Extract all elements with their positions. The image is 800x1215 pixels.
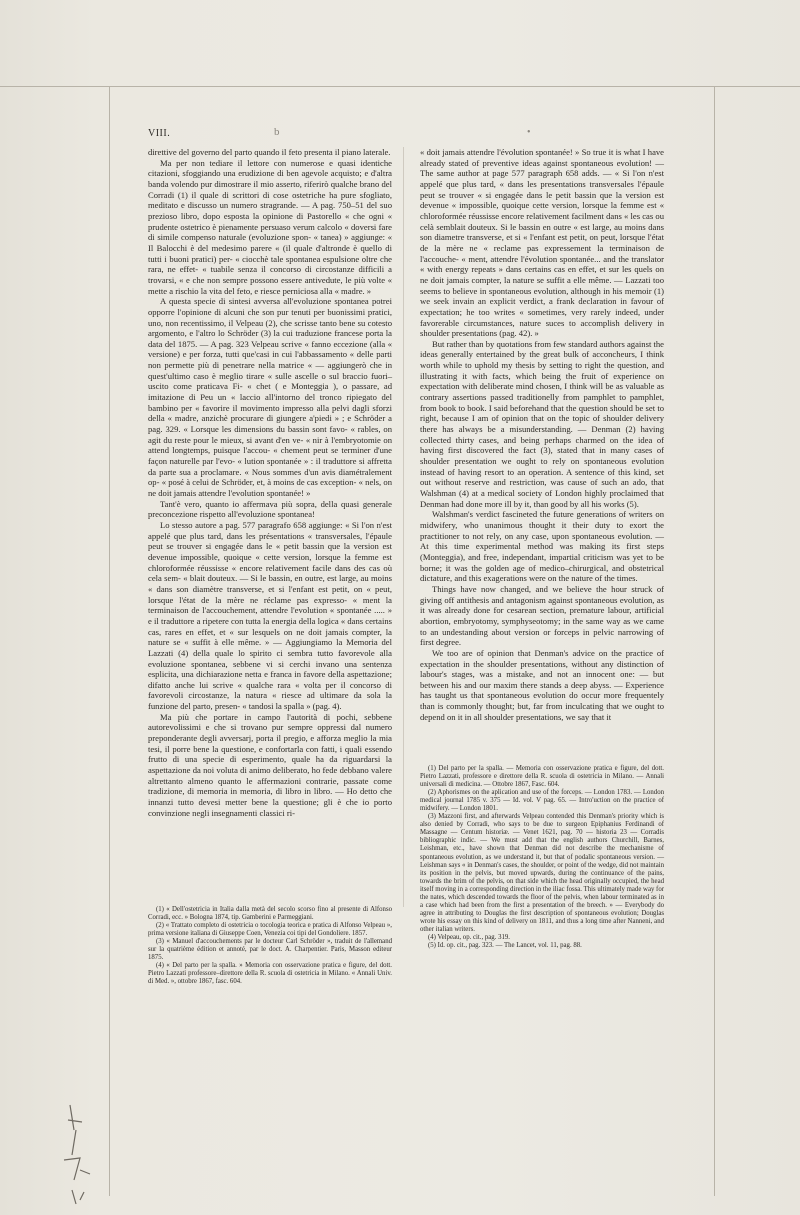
- page-header: [148, 128, 408, 142]
- footnote: (1) « Dell'ostetricia in Italia dalla metà del secolo scorso fino al presente di Alfonso Corradi, ecc. » Bologna 1874, tip. Gamberini e Parmeggiani.: [148, 906, 392, 922]
- paragraph: Walshman's verdict fascineted the future generations of writers on midwifery, who unanimous thought it their duty to exort the practitioner to not rely, on any case, upon spontaneous evolution. — At this time experimental method was making its first steps (Monteggia), and free, independant, impartial criticism was yet to be borne; it was the golden age of medico–chirurgical, and obstetrical dictature, and this exagerations were on the nature of the times.: [420, 509, 664, 584]
- footnote: (1) Del parto per la spalla. — Memoria con osservazione pratica e figure, del dott. Pietro Lazzati, professore e direttore della R. scuola di ostetricia in Milano. — Annali universali di medicina. — Ottobre 1867, Fasc. 604.: [420, 765, 664, 789]
- italian-text-column: [148, 147, 392, 942]
- english-text-column: [420, 147, 664, 752]
- handwritten-scribble: [50, 1100, 110, 1210]
- page-number: VIII.: [148, 128, 171, 139]
- signature-mark: b: [274, 126, 280, 138]
- paragraph: Ma per non tediare il lettore con numerose e quasi identiche citazioni, sfoggiando una erudizione di ben agevole acquisto; e d'altra banda volendo pur dimostrare il mio asserto, riferirò qualche brano del Corradi (1) il quale di scrittori di cose ostetriche ha pure sfogliato, meditato e discusso un numero stragrande. — A pag. 750–51 del suo prezioso libro, dopo esposta la opinione di Pastorello « che ogni « prudente ostetrico è pienamente persuaso verum calcolo « doversi fare di simile compenso naturale (evoluzione spon- « tanea) » aggiunge: « Il Balocchi è del medesimo parere « (il quale d'altronde è quello di tutti i buoni pratici) per- « ciocchè tale spontanea espulsione oltre che rara, ne effet- « tuabile senza il concorso di circostanze difficili a trovarsi, « e che non sempre possono essere antivedute, le più volte « mette a rischio la vita del feto, e riesce perniciosa alla « madre. »: [148, 157, 392, 296]
- footnote: (2) Aphorismes on the aplication and use of the forceps. — London 1783. — London medical journal 1785 v. 375 — Id. vol. V pag. 65. — Intro'uction on the practice of midwifery. — London 1801.: [420, 789, 664, 813]
- footnote: (2) « Trattato completo di ostetricia o tocologia teorica e pratica di Alfonso Velpeau », prima versione italiana di Giuseppe Coen, Venezia coi tipi del Gondoliere. 1857.: [148, 922, 392, 938]
- paragraph: « doit jamais attendre l'évolution spontanée! » So true it is what I have already stated of preventive ideas against spontaneous evolution! — The same author at page 577 paragraph 658 adds. — « Si l'on n'est appelé que plus tard, « dans les presentations transversales l'épaule peut se trouver « si engagée dans le petit bassin que la version est devenue « impossible, quoique cette version, lorsque la femme est « chloroformée réussisse encore relativement facilment dans « les cas ou celà semblait douteux. Si le bassin en outre « est large, au moins dans son diametre transverse, et si « l'enfant est petit, on peut, lorsque l'état de la mère ne « reclame pas expressement la terminaison de l'accouche- « ment, attendre l'évolution spontanée... and the translator « with energy repeats » dans certains cas en effet, et sur les quels on ne doit jamais compter, la nature se suffit a elle même. — Lazzati too seems to believe in spontaneous evolution, although in his memoir (1) we seek invain an explicit verdict, a frank declaration in favour of expectation; he too writes « sometimes, very rarely indeed, under favorerable circumstances, nature suces to accomplish delivery in shoulder presentations (pag. 42). »: [420, 147, 664, 339]
- footnote: (5) Id. op. cit., pag. 323. — The Lancet, vol. 11, pag. 88.: [428, 942, 582, 950]
- page-edge-right: [714, 86, 715, 1196]
- page-edge-left: [109, 86, 110, 1196]
- column-divider: [403, 147, 404, 907]
- footnote: (4) « Del parto per la spalla. » Memoria con osservazione pratica e figure, del dott. Pietro Lazzati professore–direttore della R. scuola di ostetricia in Milano. « Annali Univ. di Med. », ottobre 1867, fasc. 604.: [148, 962, 392, 986]
- paragraph: Tant'è vero, quanto io affermava più sopra, della quasi generale preconcezione rispetto all'evoluzione spontanea!: [148, 498, 392, 520]
- paragraph: But rather than by quotations from few standard authors against the ideas generally entertained by the great bulk of acconcheurs, I think worth while to uphold my thesis by setting to right the question, and illustrating it with facts, which being the fruit of experience on expectation with deliberate mind chosen, I think will be as valuable as contrary assertions passed traditionelly from pamphlet to pamphlet, from book to book. I said beforehand that the question should be set to right, because I am of opinion that on the topic of shoulder delivery there has always be a misunderstanding. — Denman (2) having collected thirty cases, and being perhaps charmed on the idea of having first discovered the fact (3), stated that in many cases of shoulder presentation we ought to rely on spontaneous evolution instead of having resort to an operation. A sentence of this kind, set out without reserve and restriction, was cause of such an ado, that Walshman (4) at a medical society of London highly proclaimed that Denman had done more ill by it, than good by all his works (5).: [420, 338, 664, 509]
- paragraph: We too are of opinion that Denman's advice on the practice of expectation in the shoulder presentations, without any distinction of labour's stages, was a mistake, and not an innocent one: — but between his and our maxim there stands a deep abyss. — Experience has taught us that spontaneous evolution do occur more frequentely than is commonly thought; but, far from inculcating that we ought to depend on it in all shoulder presentations, we say that it: [420, 647, 664, 722]
- footnote: (3) Mazzoni first, and afterwards Velpeau contended this Denman's priority which is also denied by Corradi, who says to be due to surgeon Epiphanius Ferdinandi of Massagne — Centum historiæ. — Venet 1621, pag. 70 — historia 23 — Corradis bibliographic indic. — We must add that the english authors Churchill, Barnes, Leishman, etc., have shown that Denman did not describe the mechanisme of spontaneous evolution, as we understand it, but that of podalic spontaneous version. — Leishman says « in Denman's cases, the shoulder, or point of the wedge, did not maintain its position in the pelvis, but moved upwards, during the continuance of the pains, towards the brim of the pelvis, on that side which the head originally occupied, the head itself moving in a corresponding direction in the iliac fossa. This ultimately made way for the nates, which descended towards the floor of the pelvis, when labour terminated as in a case which had been from the first a presentation of the breech. » — Everybody do agree in attributing to Douglas the first description of spontaneous evolution; Douglas wrote his essay on this kind of delivery on 1811, and thus a long time after Nanneni, and other italian writers.: [420, 813, 664, 933]
- footnote: (3) « Manuel d'accouchements par le docteur Carl Schröder », traduit de l'allemand sur la quatrième édition et annoté, par le doct. A. Charpentier. Paris, Masson editeur 1875.: [148, 938, 392, 962]
- italian-footnotes: [148, 906, 392, 1006]
- footnote: (4) Velpeau, op. cit., pag. 319.: [428, 933, 510, 941]
- paragraph: A questa specie di sintesi avversa all'evoluzione spontanea potrei opporre l'opinione di alcuni che son pur tenuti per buonissimi pratici, uno, non recentissimo, il Velpeau (2), che scrisse tanto bene su cotesto argomento, e l'altro lo Schröder (3) la cui traduzione francese porta la data del 1875. — A pag. 323 Velpeau scrive « fanno eccezione (alla « versione) e per forza, tutti que'casi in cui l'abbassamento « delle parti non permette più di penetrare nella matrice « — aggiungerò che in quest'ultimo caso è meglio tirare « sulle ascelle o sul braccio fuori–uscito come praticava Fi- « chet ( e Monteggia ), o passare, ad imitazione di Peu un « laccio all'intorno del tronco ripiegato del bambino per « favorire il movimento impresso alla pelvi dagli sforzi della « madre, anzichè procurare di giungere a'piedi » ; e Schröder a pag. 329. « Lorsque les dimensions du bassin sont favo- « rables, on agit du reste pour le mieux, si avant d'en ve- « nir à l'embryotomie on attend longtemps, puisque l'accou- « chement peut se terminer d'une façon naturelle par l'evo- « lution spontanée » : il traduttore si affretta da parte sua a proclamare. « Nous sommes d'un avis diamétralement op- « posé à celui de Schröder, et, à moins de cas exception- « nels, on ne doit jamais attendre l'evolution spontanée! »: [148, 296, 392, 498]
- paragraph: direttive del governo del parto quando il feto presenta il piano laterale.: [148, 147, 391, 157]
- paragraph: Lo stesso autore a pag. 577 paragrafo 658 aggiunge: « Si l'on n'est appelé que plus tard, dans les présentations « transversales, l'épaule peut se trouver si engagée dans le « petit bassin que la version est devenue impossible, quoique « cette version, lorsque la femme est chloroformée réussisse « encore relativement facile dans des cas où cela sem- « blait douteux. — Si le bassin, en outre, est large, au moins « dans son diamètre transverse, et si l'enfant est petit, on « peut, lorsque l'état de la mère ne réclame pas expresso- « ment la terminaison de l'accouchement, attendre l'evolution « spontanée ..... » e il traduttore a ripetere con tutta la energia della logica « dans certains cas, rares en effet, et « sur lesquels on ne doit jamais compter, la nature se « suffit à elle même. » — Aggiungiamo la Memoria del Lazzati (4) della quale lo spirito ci sembra tutto favorevole alla evoluzione spontanea, sebbene vi si cerchi invano una sentenza esplicita, una dichiarazione netta e franca in favore della aspettazione; difatto anche lui scrive « qualche rara « volta per il concorso di favorevoli circostanze, la natura « riesce ad ultimare da sola la funzione del parto, presen- « tandosi la spalla » (pag. 4).: [148, 519, 392, 712]
- paragraph: Ma più che portare in campo l'autorità di pochi, sebbene autorevolissimi e che si trovano pur sempre oppressi dal numero preponderante degli avversarj, porta il pregio, e afforza meglio la mia tesi, il porre bene la questione, e confortarla con fatti, i quali essendo frutto di una specie di esperimento, quale ha da riguardarsi la aspettazione da noi voluta di animo deliberato, ho fede debbano valere altrettanto almeno quanto le affermazioni contrarie, passate come tradizione, di memoria in memoria, di libro in libro. — Ho detto che innanzi tutto devesi metter bene la questione; gli è che io porto convinzione negli insegnamenti classici ri-: [148, 711, 392, 818]
- page-edge-top: [0, 86, 800, 87]
- paragraph: Things have now changed, and we believe the hour struck of giving off antithesis and antagonism against spontaneous evolution, as it was already done for cesarean section, premature labour, artificial abortion, embryotomy, symphyseotomy; in the same way as we came to an undestanding about version or forceps in pelvic narrowing of first degree.: [420, 583, 664, 648]
- ink-mark: •: [527, 127, 531, 138]
- english-footnotes: [420, 765, 664, 950]
